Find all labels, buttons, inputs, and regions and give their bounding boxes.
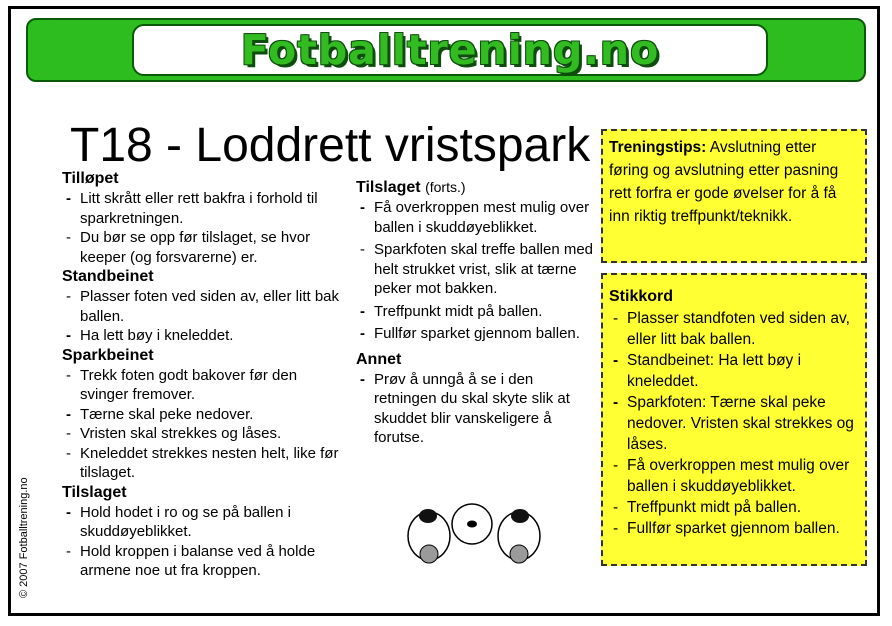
site-logo[interactable]: Fotballtrening.no xyxy=(240,26,660,74)
section-heading: Tilløpet xyxy=(62,170,119,187)
left-column xyxy=(62,169,347,581)
left-player-icon xyxy=(408,509,450,563)
list-item: - Ha lett bøy i kneleddet. xyxy=(66,327,234,344)
list-item: - Sparkfoten skal treffe ballen med helt strukket vrist, slik at tærne peker mot bakken. xyxy=(360,241,594,297)
keywords-box xyxy=(601,273,867,566)
list-item: - Fullfør sparket gjennom ballen. xyxy=(360,325,580,342)
list-item: - Få overkroppen mest mulig over ballen i skuddøyeblikket. xyxy=(360,199,590,236)
right-player-icon xyxy=(498,509,540,563)
section-heading: Tilslaget (forts.) xyxy=(356,179,466,196)
header-banner xyxy=(26,18,866,82)
middle-column xyxy=(356,177,596,451)
keyword-item: - Standbeinet: Ha lett bøy i kneleddet. xyxy=(613,352,802,390)
keyword-item: - Sparkfoten: Tærne skal peke nedover. Vristen skal strekkes og låses. xyxy=(613,394,854,453)
keyword-item: - Fullfør sparket gjennom ballen. xyxy=(613,520,840,537)
section-heading: Standbeinet xyxy=(62,268,154,285)
page-title: T18 - Loddrett vristspark xyxy=(70,119,591,172)
list-item: - Kneleddet strekkes nesten helt, like før tilslaget. xyxy=(66,444,339,481)
section-heading-note: (forts.) xyxy=(425,179,466,195)
section-heading: Annet xyxy=(356,350,402,368)
keyword-item: - Treffpunkt midt på ballen. xyxy=(613,499,802,516)
keyword-item: - Plasser standfoten ved siden av, eller litt bak ballen. xyxy=(613,310,850,348)
tips-text: Avslutning etter føring og avslutning etter pasning rett forfra er gode øvelser for å få inn riktig treffpunkt/teknikk. xyxy=(609,139,839,225)
list-item: - Tærne skal peke nedover. xyxy=(66,405,254,423)
training-tips-box xyxy=(601,129,867,263)
list-item: - Trekk foten godt bakover før den svinger fremover. xyxy=(66,366,298,403)
list-item: - Du bør se opp før tilslaget, se hvor keeper (og forsvarerne) er. xyxy=(66,229,311,266)
list-item: - Hold hodet i ro og se på ballen i skuddøyeblikket. xyxy=(66,503,291,540)
keywords-heading: Stikkord xyxy=(609,288,674,305)
list-item: - Prøv å unngå å se i den retningen du skal skyte slik at skuddet blir vanskeligere å forutse. xyxy=(360,370,570,446)
list-item: - Vristen skal strekkes og låses. xyxy=(66,425,282,442)
section-heading: Tilslaget xyxy=(62,483,127,501)
copyright-text: © 2007 Fotballtrening.no xyxy=(18,477,30,598)
section-heading: Sparkbeinet xyxy=(62,346,154,364)
list-item: - Treffpunkt midt på ballen. xyxy=(360,302,543,320)
list-item: - Hold kroppen i balanse ved å holde armene noe ut fra kroppen. xyxy=(66,542,316,579)
keyword-item: - Få overkroppen mest mulig over ballen i skuddøyeblikket. xyxy=(613,457,850,495)
list-item: - Litt skrått eller rett bakfra i forhold til sparkretningen. xyxy=(66,190,318,227)
player-ball-diagram xyxy=(400,498,560,588)
ball-icon xyxy=(452,504,492,544)
logo-panel xyxy=(132,24,768,76)
tips-heading: Treningstips: xyxy=(609,139,707,156)
list-item: - Plasser foten ved siden av, eller litt bak ballen. xyxy=(66,288,340,325)
